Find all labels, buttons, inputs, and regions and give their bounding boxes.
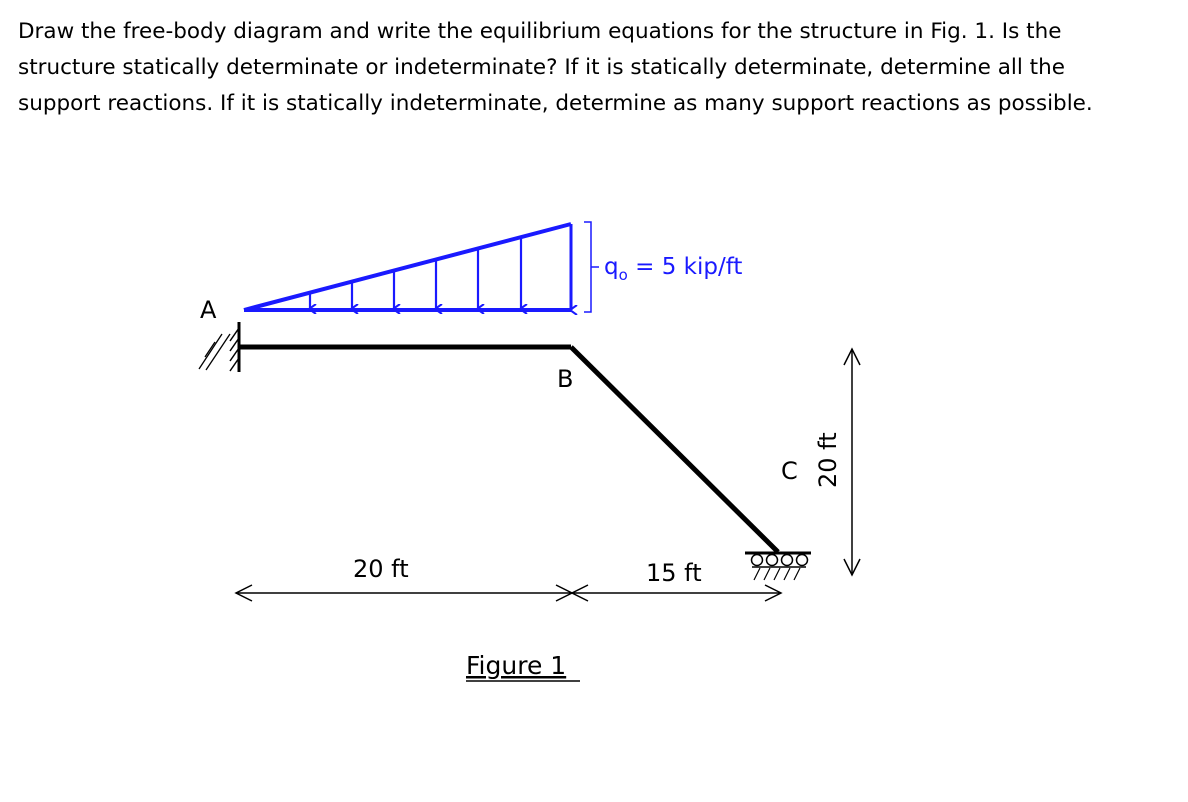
roller-support-c <box>745 553 811 580</box>
dimension-label-20ft: 20 ft <box>353 555 409 583</box>
member-bc <box>571 347 778 552</box>
figure-caption: Figure 1 <box>466 651 567 680</box>
dimension-label-vertical-20ft: 20 ft <box>814 432 842 488</box>
load-subscript: o <box>618 266 628 284</box>
horizontal-dimension <box>236 585 781 601</box>
question-line-1: Draw the free-body diagram and write the equilibrium equations for the structure in Fig. 1. Is the <box>18 19 1062 44</box>
question-line-3: support reactions. If it is statically indeterminate, determine as many support reactions as possible. <box>18 91 1093 116</box>
point-label-a: A <box>200 296 217 324</box>
question-line-2: structure statically determinate or indeterminate? If it is statically determinate, determine all the <box>18 55 1065 80</box>
point-label-b: B <box>557 365 574 393</box>
load-symbol: q <box>604 254 619 280</box>
triangular-distributed-load <box>244 222 599 312</box>
point-label-c: C <box>781 457 798 485</box>
vertical-dimension <box>844 349 860 575</box>
load-intensity-label <box>604 254 742 284</box>
dimension-label-15ft: 15 ft <box>646 559 702 587</box>
load-value: = 5 kip/ft <box>627 254 743 280</box>
fixed-support-a <box>199 322 239 372</box>
